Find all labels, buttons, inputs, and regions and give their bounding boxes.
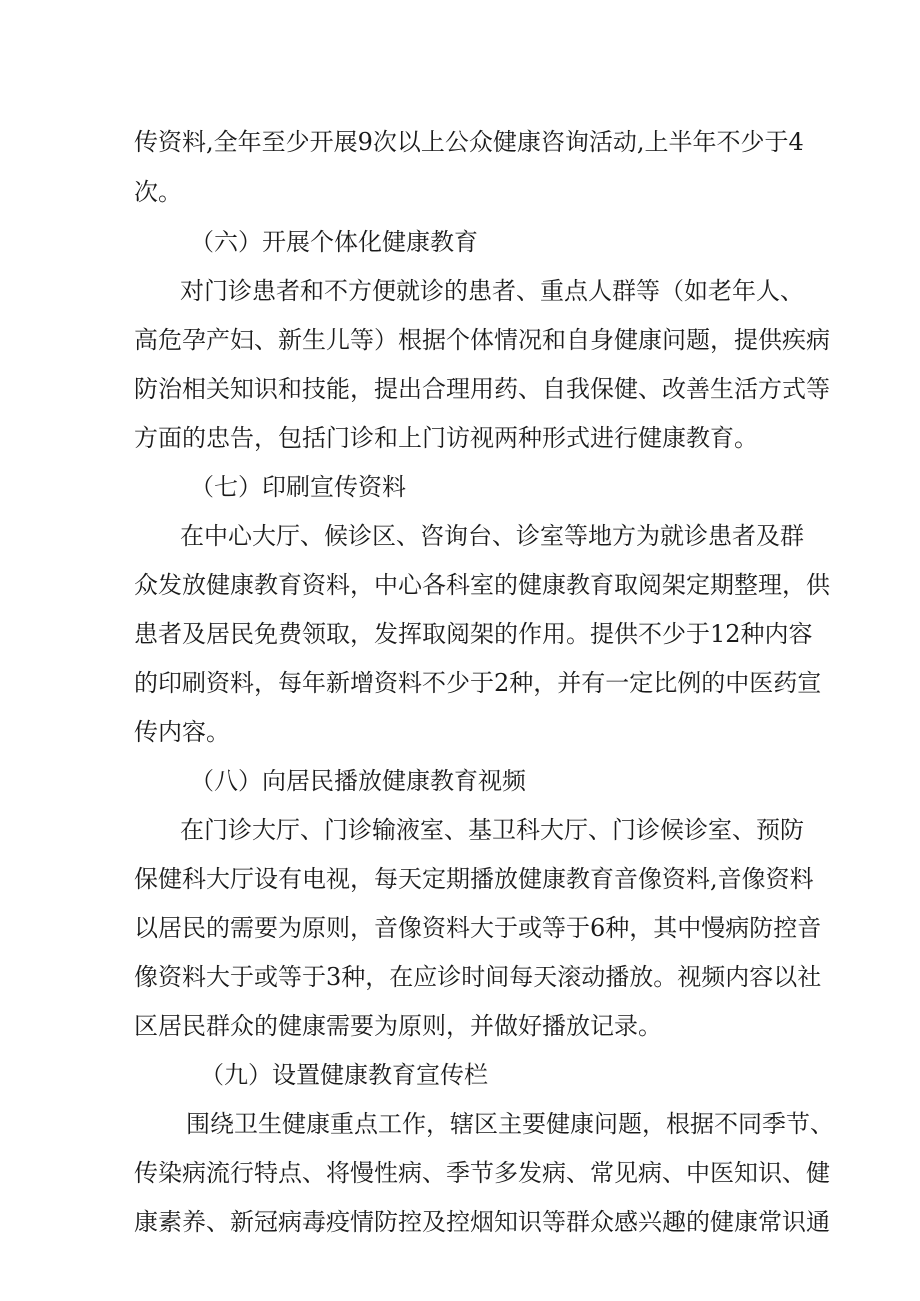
body-text-line: 的印刷资料，每年新增资料不少于2种，并有一定比例的中医药宣	[134, 669, 822, 697]
section-heading-6: （六）开展个体化健康教育	[190, 228, 478, 256]
body-text-line: 高危孕产妇、新生儿等）根据个体情况和自身健康问题，提供疾病	[134, 326, 830, 354]
body-text-line: 在中心大厅、候诊区、咨询台、诊室等地方为就诊患者及群	[180, 522, 804, 550]
body-text-line: 众发放健康教育资料，中心各科室的健康教育取阅架定期整理，供	[134, 571, 830, 599]
body-text-line: 围绕卫生健康重点工作，辖区主要健康问题，根据不同季节、	[186, 1110, 834, 1138]
section-heading-9: （九）设置健康教育宣传栏	[200, 1061, 488, 1089]
body-text-line: 对门诊患者和不方便就诊的患者、重点人群等（如老年人、	[180, 277, 804, 305]
body-text-line: 保健科大厅设有电视，每天定期播放健康教育音像资料,音像资料	[134, 865, 814, 893]
body-text-line: 传染病流行特点、将慢性病、季节多发病、常见病、中医知识、健	[134, 1159, 830, 1187]
body-text-line: 康素养、新冠病毒疫情防控及控烟知识等群众感兴趣的健康常识通	[134, 1208, 830, 1236]
section-heading-8: （八）向居民播放健康教育视频	[190, 767, 526, 795]
body-text-line: 防治相关知识和技能，提出合理用药、自我保健、改善生活方式等	[134, 375, 830, 403]
body-text-line: 次。	[134, 178, 182, 206]
body-text-line: 传资料,全年至少开展9次以上公众健康咨询活动,上半年不少于4	[134, 128, 804, 156]
body-text-line: 方面的忠告，包括门诊和上门访视两种形式进行健康教育。	[134, 424, 758, 452]
body-text-line: 区居民群众的健康需要为原则，并做好播放记录。	[134, 1012, 662, 1040]
body-text-line: 以居民的需要为原则，音像资料大于或等于6种，其中慢病防控音	[134, 914, 822, 942]
body-text-line: 患者及居民免费领取，发挥取阅架的作用。提供不少于12种内容	[134, 620, 813, 648]
body-text-line: 像资料大于或等于3种，在应诊时间每天滚动播放。视频内容以社	[134, 963, 822, 991]
body-text-line: 传内容。	[134, 718, 230, 746]
body-text-line: 在门诊大厅、门诊输液室、基卫科大厅、门诊候诊室、预防	[180, 816, 804, 844]
section-heading-7: （七）印刷宣传资料	[190, 473, 406, 501]
